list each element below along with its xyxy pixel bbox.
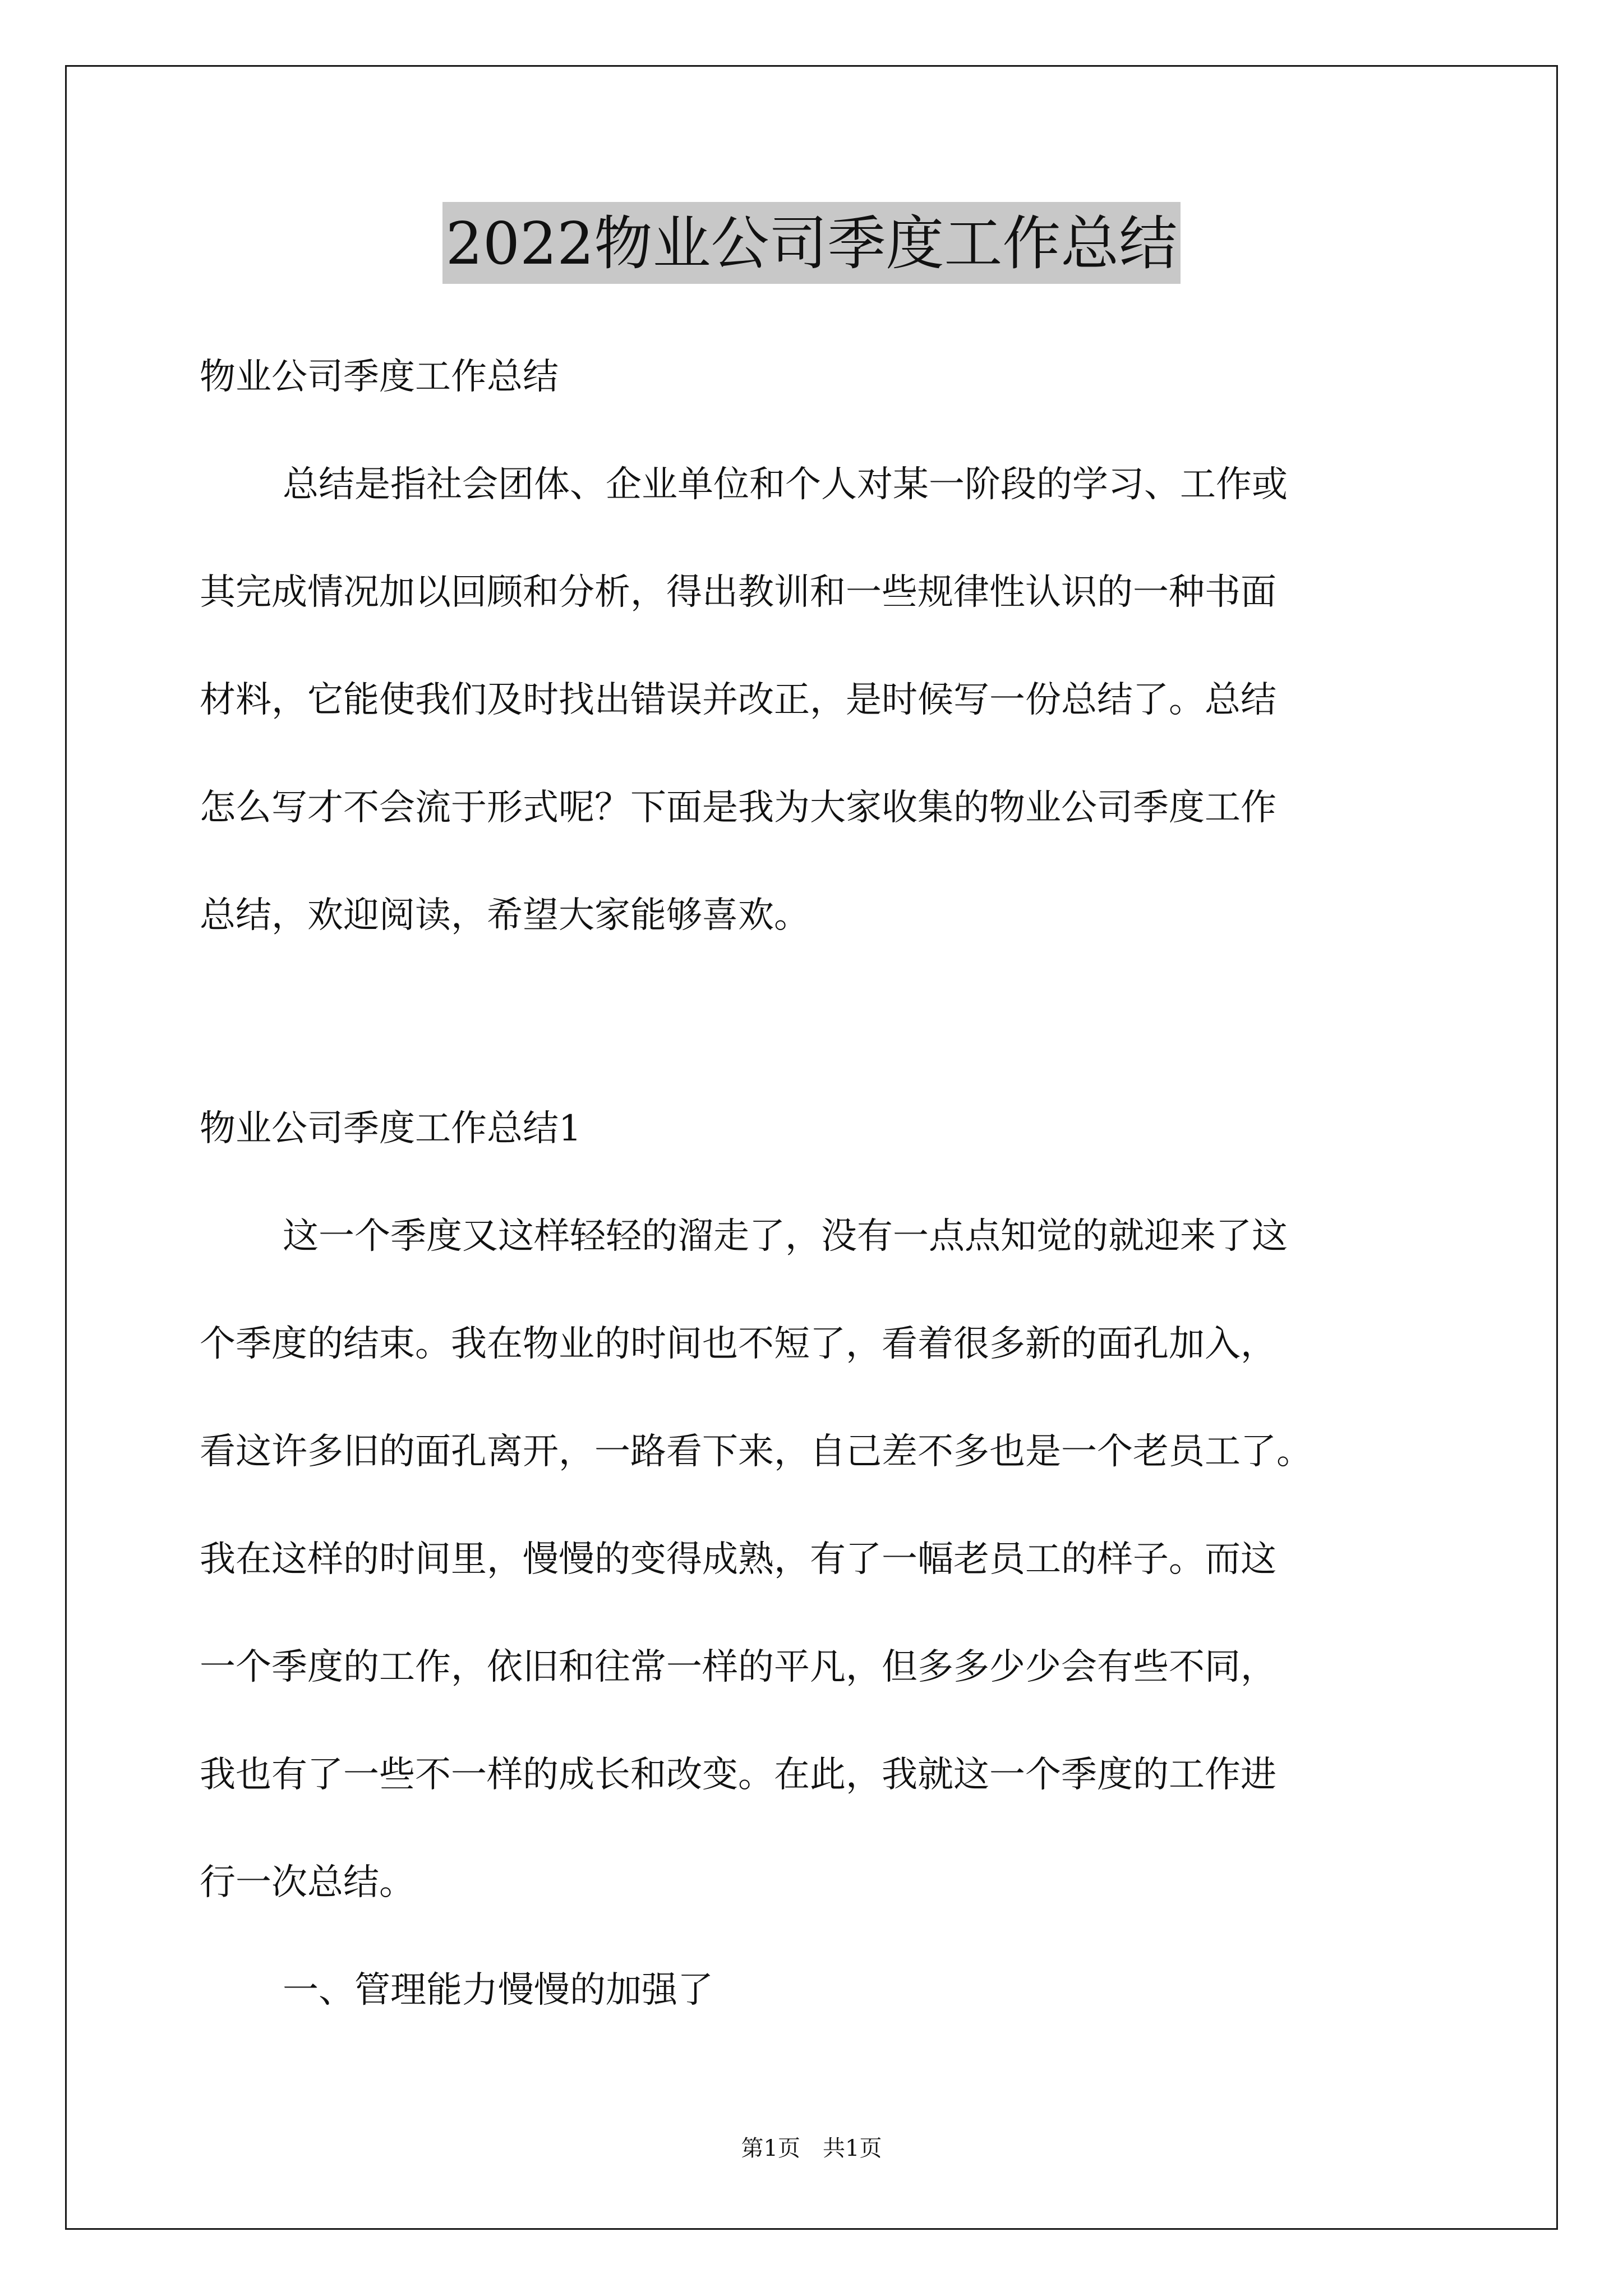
section-line: 一个季度的工作，依旧和往常一样的平凡，但多多少少会有些不同， bbox=[200, 1646, 1276, 1688]
section-line: 个季度的结束。我在物业的时间也不短了，看着很多新的面孔加入， bbox=[200, 1323, 1276, 1365]
intro-line: 其完成情况加以回顾和分析，得出教训和一些规律性认识的一种书面 bbox=[200, 572, 1276, 613]
section-line: 我在这样的时间里，慢慢的变得成熟，有了一幅老员工的样子。而这 bbox=[200, 1539, 1276, 1580]
section-line: 我也有了一些不一样的成长和改变。在此，我就这一个季度的工作进 bbox=[200, 1754, 1276, 1796]
intro-line: 怎么写才不会流于形式呢？下面是我为大家收集的物业公司季度工作 bbox=[200, 787, 1276, 829]
subtitle: 物业公司季度工作总结 bbox=[200, 356, 559, 398]
section-line: 行一次总结。 bbox=[200, 1862, 415, 1903]
intro-line: 总结是指社会团体、企业单位和个人对某一阶段的学习、工作或 bbox=[283, 464, 1288, 505]
section-line: 这一个季度又这样轻轻的溜走了，没有一点点知觉的就迎来了这 bbox=[283, 1216, 1288, 1257]
title-container bbox=[0, 202, 1623, 284]
page-footer: 第1页 共1页 bbox=[741, 2136, 882, 2161]
subheading: 一、管理能力慢慢的加强了 bbox=[283, 1970, 713, 2011]
section-heading: 物业公司季度工作总结1 bbox=[200, 1108, 582, 1149]
document-title: 2022物业公司季度工作总结 bbox=[442, 202, 1181, 284]
intro-line: 材料，它能使我们及时找出错误并改正，是时候写一份总结了。总结 bbox=[200, 679, 1276, 721]
section-line: 看这许多旧的面孔离开，一路看下来，自己差不多也是一个老员工了。 bbox=[200, 1431, 1312, 1473]
intro-line: 总结，欢迎阅读，希望大家能够喜欢。 bbox=[200, 895, 810, 936]
